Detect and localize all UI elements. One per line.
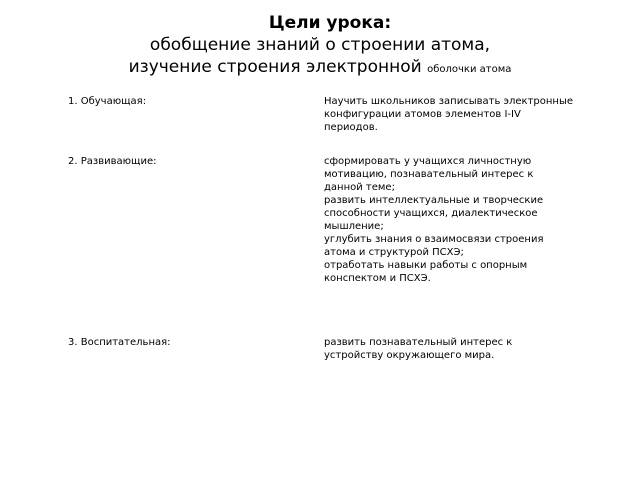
goal-label-developing: 2. Развивающие: — [68, 156, 157, 167]
subtitle-line-1: обобщение знаний о строении атома, — [149, 35, 491, 55]
goal-text: Научить школьников записывать электронные конфигурации атомов элементов I-IV периодов. — [324, 96, 574, 133]
goal-content-teaching — [324, 95, 574, 134]
goal-text: развить познавательный интерес к устройству окружающего мира. — [324, 337, 513, 361]
goal-content-educational — [324, 336, 574, 362]
goal-text: углубить знания о взаимосвязи строения атома и структурой ПСХЭ; — [324, 234, 544, 258]
lesson-header — [0, 12, 640, 81]
goal-label-teaching: 1. Обучающая: — [68, 96, 147, 107]
subtitle-line-2-small: оболочки атома — [427, 64, 512, 75]
subtitle-line-2 — [0, 56, 640, 81]
page-title: Цели урока: — [268, 13, 392, 33]
goal-text: сформировать у учащихся личностную мотивацию, познавательный интерес к данной теме; — [324, 156, 534, 193]
subtitle-line-2-main: изучение строения электронной — [128, 57, 422, 77]
goal-label-educational: 3. Воспитательная: — [68, 337, 171, 348]
goal-content-developing — [324, 155, 574, 285]
goal-text: развить интеллектуальные и творческие способности учащихся, диалектическое мышление; — [324, 195, 544, 232]
goal-text: отработать навыки работы с опорным конспектом и ПСХЭ. — [324, 260, 528, 284]
